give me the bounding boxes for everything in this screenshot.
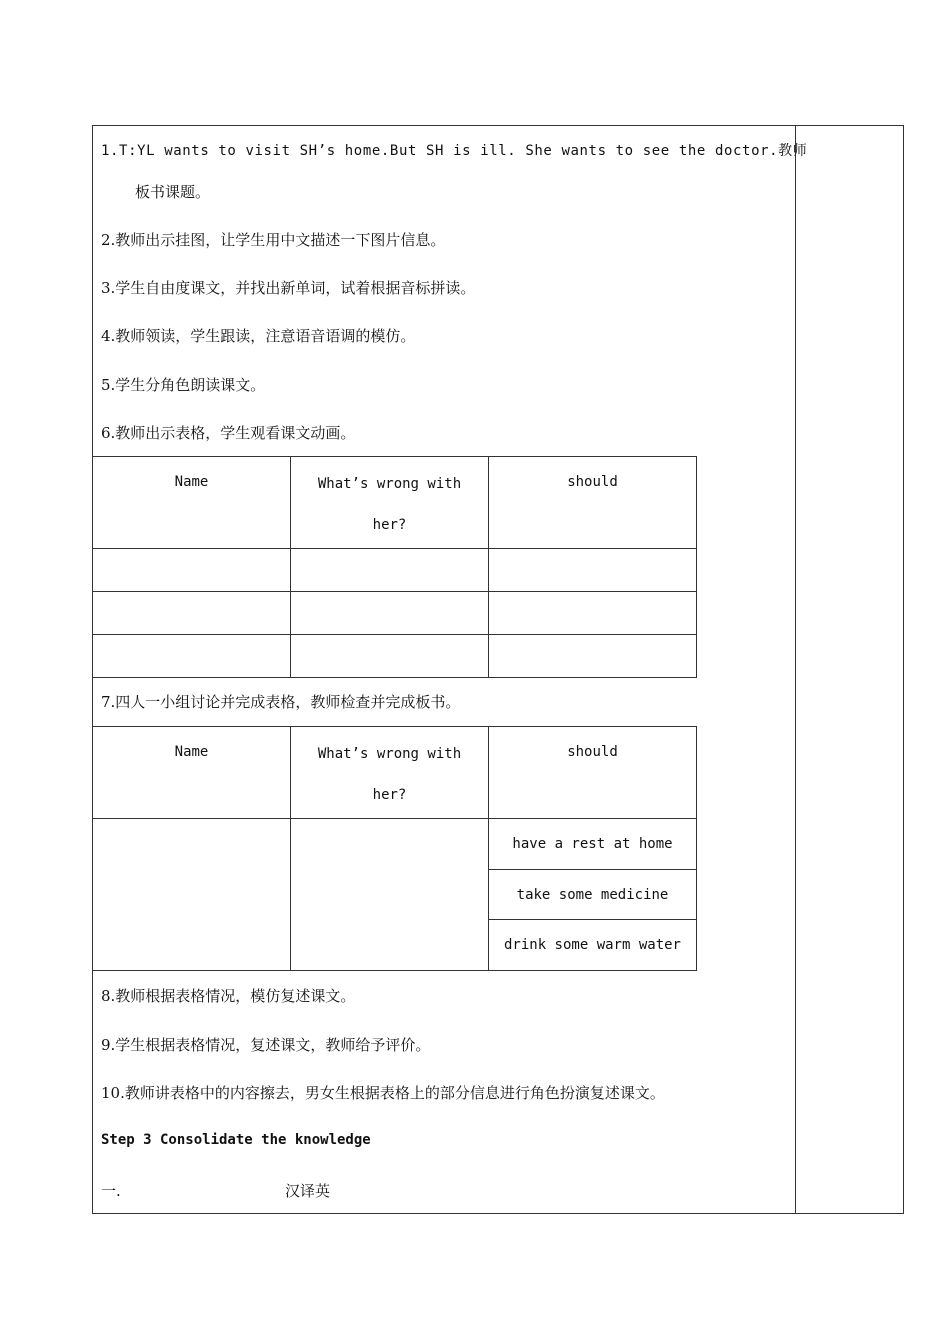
table1-cell bbox=[93, 635, 291, 678]
table2-header-should: should bbox=[489, 727, 697, 819]
table2-should-item: drink some warm water bbox=[489, 920, 697, 971]
table1-cell bbox=[489, 549, 697, 592]
step-4-line: 4.教师领读，学生跟读，注意语音语调的模仿。 bbox=[101, 327, 416, 345]
table2-header-wrong-line2: her? bbox=[372, 787, 407, 803]
table1-header-wrong-line1: What’s wrong with bbox=[317, 476, 462, 492]
step-5-line: 5.学生分角色朗读课文。 bbox=[101, 376, 266, 394]
table2-should-item: have a rest at home bbox=[489, 819, 697, 870]
step-2-line: 2.教师出示挂图，让学生用中文描述一下图片信息。 bbox=[101, 231, 446, 249]
info-table-1 bbox=[92, 456, 697, 678]
step-3-heading: Step 3 Consolidate the knowledge bbox=[101, 1132, 371, 1148]
step-9-line: 9.学生根据表格情况，复述课文，教师给予评价。 bbox=[101, 1036, 431, 1054]
table1-header-should: should bbox=[489, 457, 697, 549]
table1-cell bbox=[93, 592, 291, 635]
table1-cell bbox=[489, 635, 697, 678]
step-1-continuation: 板书课题。 bbox=[135, 183, 211, 201]
table1-cell bbox=[291, 635, 489, 678]
section-one-marker: 一. bbox=[101, 1182, 121, 1200]
table1-header-name: Name bbox=[93, 457, 291, 549]
step-8-line: 8.教师根据表格情况，模仿复述课文。 bbox=[101, 987, 356, 1005]
info-table-2 bbox=[92, 726, 697, 971]
table2-header-wrong-line1: What’s wrong with bbox=[317, 746, 462, 762]
table1-cell bbox=[489, 592, 697, 635]
table1-cell bbox=[291, 592, 489, 635]
step-6-line: 6.教师出示表格，学生观看课文动画。 bbox=[101, 424, 356, 442]
table1-cell bbox=[93, 549, 291, 592]
step-1-line: 1.T:YL wants to visit SH’s home.But SH is ill. She wants to see the doctor.教师 bbox=[101, 143, 808, 159]
table2-header-wrong bbox=[291, 727, 489, 819]
table2-should-item: take some medicine bbox=[489, 870, 697, 920]
step-3-line: 3.学生自由度课文，并找出新单词，试着根据音标拼读。 bbox=[101, 279, 476, 297]
table1-header-wrong bbox=[291, 457, 489, 549]
table2-header-name: Name bbox=[93, 727, 291, 819]
step-7-line: 7.四人一小组讨论并完成表格，教师检查并完成板书。 bbox=[101, 693, 461, 711]
notes-column-divider bbox=[795, 125, 796, 1214]
section-one-title: 汉译英 bbox=[285, 1182, 331, 1200]
table2-name-cell bbox=[93, 819, 291, 971]
table2-wrong-cell bbox=[291, 819, 489, 971]
table1-header-wrong-line2: her? bbox=[372, 517, 407, 533]
table1-cell bbox=[291, 549, 489, 592]
step-10-line: 10.教师讲表格中的内容擦去，男女生根据表格上的部分信息进行角色扮演复述课文。 bbox=[101, 1084, 665, 1102]
